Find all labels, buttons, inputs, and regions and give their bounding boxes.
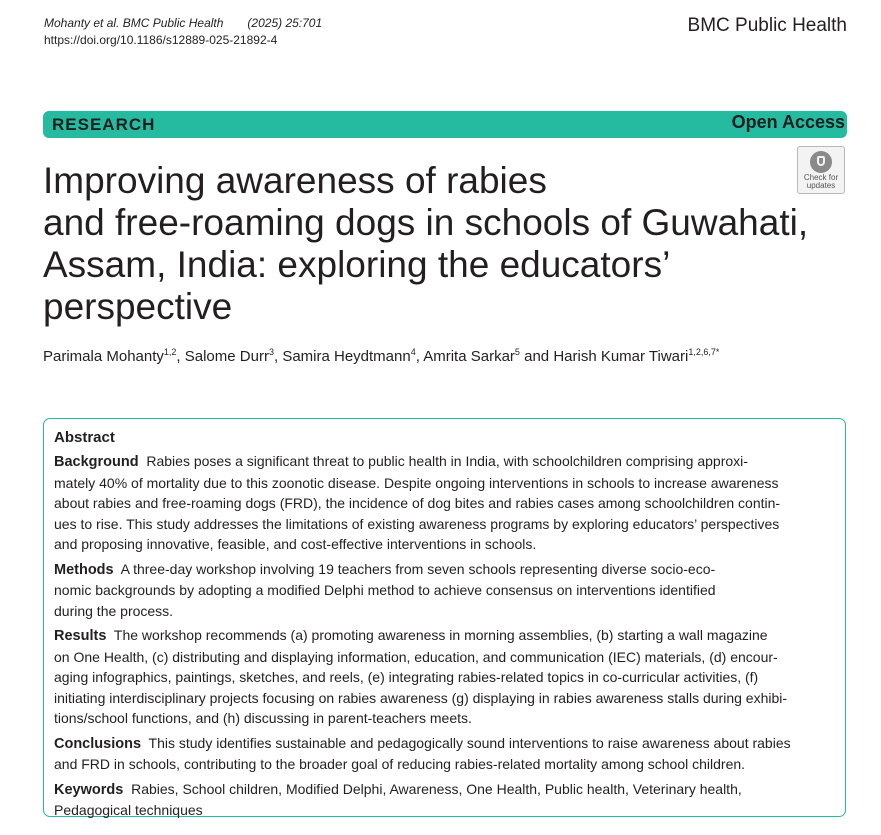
section-label: Keywords (54, 781, 124, 798)
title-line: Improving awareness of rabies (43, 160, 547, 201)
section-text: nomic backgrounds by adopting a modified Delphi method to achieve consensus on interventions identified (54, 582, 716, 598)
journal-name: BMC Public Health (687, 15, 847, 36)
author-separator: , (273, 348, 283, 365)
section-label: Background (54, 454, 139, 470)
citation-header (44, 15, 322, 49)
abstract-box (43, 418, 846, 817)
author-name[interactable]: Salome Durr (184, 348, 269, 365)
section-text: The workshop recommends (a) promoting awareness in morning assemblies, (b) starting a wall magazine (113, 627, 768, 643)
section-text: during the process. (54, 602, 174, 619)
section-text: Pedagogical techniques (54, 802, 203, 818)
section-text: mately 40% of mortality due to this zoonotic disease. Despite ongoing interventions in schools to increase awareness (54, 474, 779, 491)
citation-year: (2025) 25:701 (247, 16, 323, 30)
section-text: and proposing innovative, feasible, and cost-effective interventions in schools. (54, 536, 537, 552)
author-name[interactable]: Amrita Sarkar (423, 348, 515, 365)
author-affiliation: 3 (268, 347, 274, 357)
author-affiliation: 1,2,6,7* (688, 347, 720, 357)
section-label: Methods (54, 561, 114, 578)
article-type-banner (43, 111, 847, 138)
author-separator: and (519, 348, 554, 365)
abstract-background (54, 451, 835, 555)
section-text: about rabies and free-roaming dogs (FRD), the incidence of dog bites and rabies cases among schoolchildren contin- (54, 495, 781, 511)
citation-line (44, 15, 322, 32)
author-name[interactable]: Harish Kumar Tiwari (553, 348, 689, 365)
section-text: ues to rise. This study addresses the limitations of existing awareness programs by exploring educators’ perspectives (54, 515, 780, 532)
article-type-label: RESEARCH (52, 115, 156, 134)
title-line: and free-roaming dogs in schools of Guwahati, (43, 202, 809, 243)
title-line: perspective (43, 286, 233, 327)
check-updates-text-2: updates (806, 181, 836, 190)
abstract-heading: Abstract (54, 429, 115, 446)
section-text: This study identifies sustainable and pedagogically sound interventions to raise awareness about rabies (148, 734, 791, 751)
author-affiliation: 5 (514, 347, 520, 357)
abstract-keywords (54, 779, 835, 821)
section-label: Results (54, 628, 107, 644)
section-text: initiating interdisciplinary projects focusing on rabies awareness (g) displaying in rabies awareness stalls during exhibi- (54, 689, 788, 706)
author-separator: , (176, 348, 185, 365)
abstract-conclusions (54, 733, 835, 775)
section-text: and FRD in schools, contributing to the broader goal of reducing rabies-related mortality among school children. (54, 756, 746, 772)
abstract-methods (54, 559, 835, 622)
abstract-results (54, 625, 835, 729)
section-text: on One Health, (c) distributing and displaying information, education, and communication (IEC) materials, (d) encour- (54, 648, 778, 665)
author-affiliation: 4 (410, 347, 416, 357)
section-text: tions/school functions, and (h) discussing in parent-teachers meets. (54, 710, 472, 726)
author-name[interactable]: Samira Heydtmann (282, 348, 411, 365)
author-name[interactable]: Parimala Mohanty (43, 348, 164, 365)
article-title (43, 160, 843, 328)
section-text: Rabies, School children, Modified Delphi, Awareness, One Health, Public health, Veterinary health, (131, 780, 742, 797)
author-affiliation: 1,2 (163, 347, 177, 357)
doi-link[interactable]: https://doi.org/10.1186/s12889-025-21892-4 (44, 33, 278, 47)
open-access-label: Open Access (731, 112, 845, 132)
section-text: Rabies poses a significant threat to public health in India, with schoolchildren comprising approxi- (146, 453, 748, 469)
author-separator: , (415, 348, 424, 365)
section-text: aging infographics, paintings, sketches, and reels, (e) integrating rabies-related topics in co-curricular activities, (f) (54, 669, 759, 685)
section-label: Conclusions (54, 735, 142, 752)
check-updates-text-1: Check for (803, 173, 839, 182)
citation-authors: Mohanty et al. BMC Public Health (44, 16, 224, 30)
section-text: A three-day workshop involving 19 teachers from seven schools representing diverse socio-eco- (120, 560, 716, 577)
title-line: Assam, India: exploring the educators’ (43, 244, 671, 285)
author-list (43, 347, 719, 365)
